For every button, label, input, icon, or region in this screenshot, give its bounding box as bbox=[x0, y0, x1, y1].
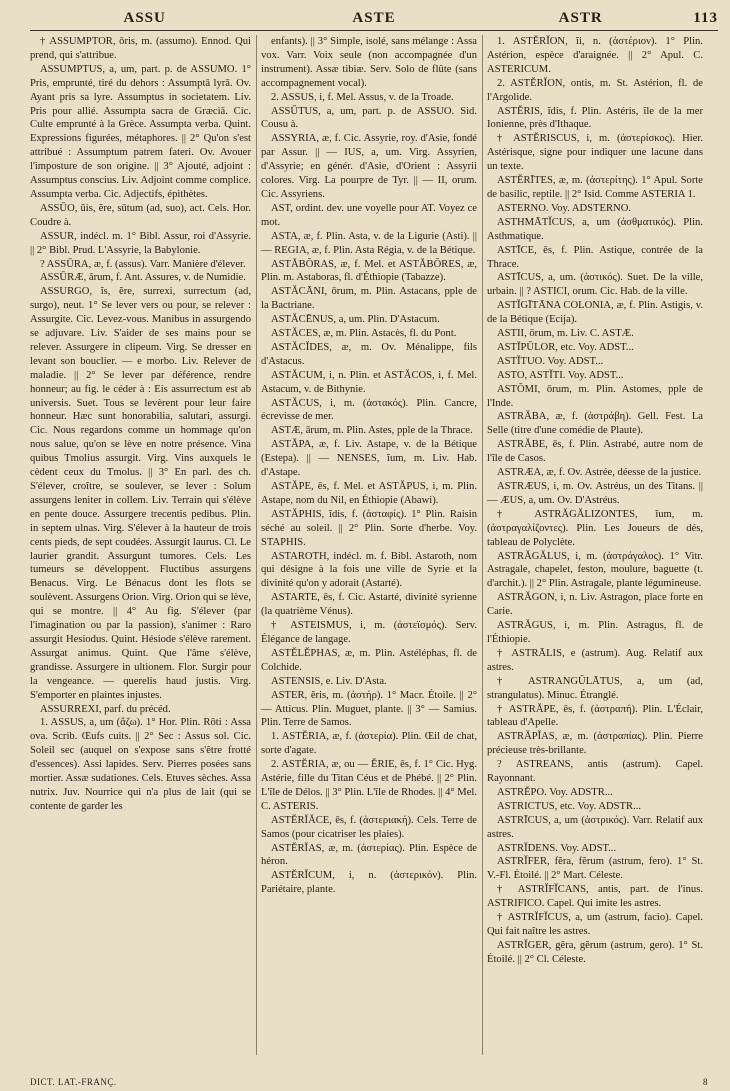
dictionary-entry: ASSUMPTUS, a, um, part. p. de ASSUMO. 1° Pris, emprunté, tiré du dehors : Assumptā lyrā. Ov. Ayant pris sa lyre. Assumptus in societatem. Liv. Pris pour allié. Assumpta sacra de Græciā. Cic. Culte emprunté à la Grèce. Assumpta verba. Quint. Expressions figurées, métaphores. || 2° Qu'on s'est attribué : Assumptum patrem fateri. Ov. Avouer l'imposture de son origine. || 3° Ajouté, adjoint : Assumptus conscius. Liv. Adjoint comme complice. Assumpta verba. Cic. Adjectifs, épithètes. bbox=[30, 63, 251, 200]
dictionary-entry: 2. ASSUS, i, f. Mel. Assus, v. de la Troade. bbox=[271, 91, 454, 103]
dictionary-entry: ASTĂCUS, i, m. (ἀστακός). Plin. Cancre, écrevisse de mer. bbox=[261, 397, 477, 423]
dictionary-entry: ASTENSIS, e. Liv. D'Asta. bbox=[271, 675, 387, 687]
dictionary-entry: ASTII, ōrum, m. Liv. C. ASTÆ. bbox=[497, 328, 634, 340]
column-1 bbox=[30, 35, 251, 1055]
header-center-guide-word: ASTE bbox=[352, 9, 396, 26]
dictionary-entry: † ASTEISMUS, i, m. (ἀστεϊσμός). Serv. Élégance de langage. bbox=[261, 620, 477, 645]
dictionary-entry: ? ASSŪRA, æ, f. (assus). Varr. Manière d'élever. bbox=[40, 258, 246, 270]
dictionary-entry: ASTĔRĬAS, æ, m. (ἀστερίας). Plin. Espèce de héron. bbox=[261, 842, 477, 868]
dictionary-entry: ASTĬGĪTĀNA COLONIA, æ, f. Plin. Astigis, v. de la Bétique (Ecija). bbox=[487, 300, 703, 326]
dictionary-entry: ASTĂBŎRAS, æ, f. Mel. et ASTĂBŎRES, æ, Plin. m. Astaboras, fl. d'Éthiopie (Tabazze). bbox=[261, 258, 477, 284]
dictionary-entry: 1. ASTĔRIA, æ, f. (ἀστερία). Plin. Œil de chat, sorte d'agate. bbox=[261, 731, 477, 757]
dictionary-entry: † ASTRANGŬLĀTUS, a, um (ad, strangulatus). Minuc. Étranglé. bbox=[487, 675, 703, 701]
dictionary-entry: ASSUR, indécl. m. 1° Bibl. Assur, roi d'Assyrie. || 2° Bibl. Prud. L'Assyrie, la Babylonie. bbox=[30, 230, 251, 256]
dictionary-entry: ASTĂPE, ēs, f. Mel. et ASTĂPUS, i, m. Plin. Astape, nom du Nil, en Éthiopie (Abawi). bbox=[261, 481, 477, 506]
dictionary-entry: ASTĪCE, ēs, f. Plin. Astique, contrée de la Thrace. bbox=[487, 244, 703, 270]
column-3 bbox=[482, 35, 703, 1055]
dictionary-entry: ASTERNO. Voy. ADSTERNO. bbox=[497, 202, 632, 214]
dictionary-entry: ? ASTREANS, antis (astrum). Capel. Rayonnant. bbox=[487, 759, 703, 785]
page-footer bbox=[30, 1077, 708, 1087]
dictionary-entry: ASTĔRĬĂCE, ēs, f. (ἀστεριακή). Cels. Terre de Samos (pour cicatriser les plaies). bbox=[261, 814, 477, 840]
dictionary-entry: † ASTRĂGĂLIZONTES, ĭum, m. (ἀστραγαλίζοντες). Plin. Les Joueurs de dés, tableau de Polyclète. bbox=[487, 508, 703, 548]
dictionary-entry: ASTŎMI, ōrum, m. Plin. Astomes, pple de l'Inde. bbox=[487, 383, 703, 409]
dictionary-entry: ASTĬPŬLOR, etc. Voy. ADST... bbox=[497, 341, 634, 353]
entry-columns bbox=[30, 35, 718, 1055]
dictionary-entry: 1. ASTĔRĬON, ĭi, n. (ἀστέριον). 1° Plin. Astérion, espèce d'araignée. || 2° Apul. C. ASTERICUM. bbox=[487, 36, 703, 75]
dictionary-entry: ASTĂCUM, i, n. Plin. et ASTĂCOS, i, f. Mel. Astacum, v. de Bithynie. bbox=[261, 369, 477, 395]
dictionary-entry: ASTA, æ, f. Plin. Asta, v. de la Ligurie (Asti). || — REGIA, æ, f. Plin. Asta Régia, v. de la Bétique. bbox=[261, 230, 477, 256]
dictionary-entry: ASSURGO, ĭs, ĕre, surrexi, surrectum (ad, surgo), neut. 1° Se lever vers ou pour, se relever : Assurgite. Cic. Levez-vous. Manibus in assurgendo se adjuvare. Liv. S'aider de ses mains pour se relever. Assurgere in clipeum. Virg. Se dresser en levant son bouclier. — e morbo. Liv. Relever de maladie. || 2° Se lever par déférence, rendre honneur; au fig. le céder à : Eis assurrectum est ab universis. Suet. Tous se levèrent pour leur faire honneur. Hæc sunt honorabilia, salutari, assurgi. Cic. Nous regardons comme un hommage qu'on nous salue, qu'on se lève en notre présence. Vina quibus Tmolius assurgit. Virg. Vins auxquels le cèdent ceux du Tmolus. || 3° En parl. des ch. S'élever, croître, se soulever, se lever : Solum assurgens leniter in collem. Liv. Terrain qui s'élève en pente douce. Assurgere trecentis pedibus. Plin. in septem ulnas. Virg. S'élever à la hauteur de trois cents pieds, de sept coudées. Assurgit laurus. Cl. Le laurier grandit. Assurgunt tumores. Cels. Les tumeurs se développent. Fluctibus assurgens Benacus. Virg. Le Bénacus dont les flots se soulèvent. Assurgens Orion. Virg. Orion qui se lève, qui se montre. || 4° Au fig. S'élever (par l'imagination ou par la passion), s'animer : Raro assurgit Hesiodus. Quint. Hésiode s'élève rarement. Assurgat animus. Quint. Que l'âme s'élève, grandisse. Assurgere in ultionem. Flor. Surgir pour la vengeance. — querelis haud justis. Virg. S'emporter en plaintes injustes. bbox=[30, 286, 251, 701]
dictionary-entry: ASTRĂGUS, i, m. Plin. Astragus, fl. de l'Éthiopie. bbox=[487, 620, 703, 645]
dictionary-entry: ASTHMĀTĬCUS, a, um (ἀσθματικός). Plin. Asthmatique. bbox=[487, 216, 703, 242]
dictionary-entry: ASTĂCĬDES, æ, m. Ov. Ménalippe, fils d'Astacus. bbox=[261, 341, 477, 367]
dictionary-entry: ASTRĂPĬAS, æ, m. (ἀστραπίας). Plin. Pierre précieuse très-brillante. bbox=[487, 731, 703, 757]
dictionary-entry: ASTĔLĔPHAS, æ, m. Plin. Astéléphas, fl. de Colchide. bbox=[261, 647, 477, 673]
dictionary-entry: ASTRĂGĂLUS, i, m. (ἀστράγαλος). 1° Vitr. Astragale, chapelet, feston, moulure, baguette (t. d'archit.). || 2° Plin. Astragale, plante légumineuse. bbox=[487, 550, 703, 590]
dictionary-entry: ASTRĬGER, gĕra, gĕrum (astrum, gero). 1° St. Étoilé. || 2° Cl. Céleste. bbox=[487, 939, 703, 965]
dictionary-entry: ASTER, ĕris, m. (ἀστήρ). 1° Macr. Étoile. || 2° — Atticus. Plin. Muguet, plante. || 3° — Samius. Plin. Terre de Samos. bbox=[261, 689, 477, 729]
header-left-guide-word: ASSU bbox=[123, 9, 166, 26]
footer-signature: DICT. LAT.-FRANÇ. bbox=[30, 1077, 117, 1087]
dictionary-entry: ASTARTE, ēs, f. Cic. Astarté, divinité syrienne (la quatrième Vénus). bbox=[261, 592, 477, 618]
dictionary-entry: ASTRĬDENS. Voy. ADST... bbox=[497, 842, 617, 854]
dictionary-entry: ASTĔRIS, ĭdis, f. Plin. Astéris, île de la mer Ionienne, près d'Ithaque. bbox=[487, 105, 703, 131]
dictionary-entry: AST, ordint. dev. une voyelle pour AT. Voyez ce mot. bbox=[261, 202, 477, 228]
dictionary-entry: ASTRICTUS, etc. Voy. ADSTR... bbox=[497, 800, 642, 812]
dictionary-entry: ASSŪTUS, a, um, part. p. de ASSUO. Sid. Cousu à. bbox=[261, 105, 477, 131]
header-right-group bbox=[489, 10, 718, 27]
dictionary-entry: enfants). || 3° Simple, isolé, sans mélange : Assa vox. Varr. Voix seule (non accompagnée d'un instrument). Assæ tibiæ. Serv. Solo de flûte (sans accompagnement vocal). bbox=[261, 36, 477, 89]
header-right-guide-word: ASTR bbox=[558, 9, 603, 26]
dictionary-entry: ASTĔRĪTES, æ, m. (ἀστερίτης). 1° Apul. Sorte de basilic, reptile. || 2° Isid. Comme ASTERIA 1. bbox=[487, 175, 703, 200]
dictionary-entry: ASTRĂBE, ēs, f. Plin. Astrabé, autre nom de l'île de Casos. bbox=[487, 439, 703, 465]
footer-sheet-number: 8 bbox=[703, 1077, 708, 1087]
dictionary-entry: ASTĂPA, æ, f. Liv. Astape, v. de la Bétique (Estepa). || — NENSES, ĭum, m. Liv. Hab. d'Astape. bbox=[261, 439, 477, 479]
dictionary-entry: † ASTRĬFĬCANS, antis, part. de l'inus. ASTRIFICO. Capel. Qui imite les astres. bbox=[487, 884, 703, 910]
dictionary-entry: ASTĪCUS, a, um. (ἀστικός). Suet. De la ville, urbain. || ? ASTICI, orum. Cic. Hab. de la ville. bbox=[487, 272, 703, 298]
dictionary-entry: † ASTRĂPE, ēs, f. (ἀστραπή). Plin. L'Éclair, tableau d'Apelle. bbox=[487, 703, 703, 729]
dictionary-entry: † ASSUMPTOR, ōris, m. (assumo). Ennod. Qui prend, qui s'attribue. bbox=[30, 36, 251, 61]
dictionary-entry: ASTĔRĬCUM, i, n. (ἀστερικόν). Plin. Pariétaire, plante. bbox=[261, 870, 477, 896]
dictionary-entry: ASTĂPHIS, ĭdis, f. (ἀσταφίς). 1° Plin. Raisin séché au soleil. || 2° Plin. Sorte d'herbe. Voy. STAPHIS. bbox=[261, 508, 477, 548]
dictionary-entry: † ASTRĬFĬCUS, a, um (astrum, facio). Capel. Qui fait naître les astres. bbox=[487, 912, 703, 937]
dictionary-entry: † ASTRĀLIS, e (astrum). Aug. Relatif aux astres. bbox=[487, 647, 703, 673]
dictionary-entry: ASTĂCES, æ, m. Plin. Astacès, fl. du Pont. bbox=[271, 328, 457, 340]
dictionary-entry: ASTRĂBA, æ, f. (ἀστράβη). Gell. Fest. La Selle (titre d'une comédie de Plaute). bbox=[487, 411, 703, 437]
dictionary-entry: ASTRĬFER, fĕra, fĕrum (astrum, fero). 1° St. V.-Fl. Étoilé. || 2° Mart. Céleste. bbox=[487, 856, 703, 882]
dictionary-entry: ASSURREXI, parf. du précéd. bbox=[40, 703, 171, 715]
column-2 bbox=[256, 35, 477, 1055]
dictionary-entry: 2. ASTĔRĬON, ontis, m. St. Astérion, fl. de l'Argolide. bbox=[487, 77, 703, 103]
dictionary-entry: ASSŪRÆ, ārum, f. Ant. Assures, v. de Numidie. bbox=[40, 272, 246, 284]
dictionary-entry: 1. ASSUS, a, um (ἄζω). 1° Hor. Plin. Rôti : Assa ova. Scrib. Œufs cuits. || 2° Sec : Assus sol. Cic. Soleil sec (auquel on s'expose sans s'être frotté d'essences). Assi lapides. Serv. Pierres posées sans mortier. Assæ sudationes. Cels. Etuves sèches. Assa nutrix. Juv. Nourrice qui n'a plus de lait (qui se contente de garder les bbox=[30, 717, 251, 812]
dictionary-entry: 2. ASTĔRIA, æ, ou — ĔRIE, ēs, f. 1° Cic. Hyg. Astérie, fille du Titan Céus et de Phébé. || 2° Plin. L'île de Délos. || 3° Plin. L'île de Rhodes. || 4° Mel. C. ASTERIS. bbox=[261, 759, 477, 812]
dictionary-entry: ASTĂCĀNI, ōrum, m. Plin. Astacans, pple de la Bactriane. bbox=[261, 286, 477, 312]
dictionary-entry: ASTÆ, ārum, m. Plin. Astes, pple de la Thrace. bbox=[271, 425, 473, 437]
dictionary-entry: ASTRÆUS, i, m. Ov. Astréus, un des Titans. || — ÆUS, a, um. Ov. D'Astréus. bbox=[487, 481, 703, 506]
dictionary-entry: ASTRÆA, æ, f. Ov. Astrée, déesse de la justice. bbox=[497, 467, 702, 479]
dictionary-entry: ASSYRIA, æ, f. Cic. Assyrie, roy. d'Asie, fondé par Assur. || — IUS, a, um. Virg. Assyrien, d'Assyrie; en génér. d'Asie, d'Orient : Assyrii colores. Virg. La pourpre de Tyr. || — II, orum. Cic. Assyriens. bbox=[261, 133, 477, 200]
dictionary-entry: ASTO, ASTĬTI. Voy. ADST... bbox=[497, 369, 624, 381]
dictionary-entry: ASSŪO, ŭis, ĕre, sūtum (ad, suo), act. Cels. Hor. Coudre à. bbox=[30, 202, 251, 228]
running-header bbox=[30, 6, 718, 31]
dictionary-entry: ASTRĔPO. Voy. ADSTR... bbox=[497, 786, 613, 798]
dictionary-entry: † ASTĔRISCUS, i, m. (ἀστερίσκος). Hier. Astérisque, signe pour indiquer une lacune dans un texte. bbox=[487, 133, 703, 173]
dictionary-entry: ASTRĂGON, i, n. Liv. Astragon, place forte en Carie. bbox=[487, 592, 703, 618]
dictionary-entry: ASTĬTUO. Voy. ADST... bbox=[497, 355, 604, 367]
page-number: 113 bbox=[693, 9, 718, 26]
dictionary-entry: ASTĂCĒNUS, a, um. Plin. D'Astacum. bbox=[271, 314, 440, 326]
dictionary-entry: ASTRĪCUS, a, um (ἀστρικός). Varr. Relatif aux astres. bbox=[487, 814, 703, 840]
dictionary-entry: ASTAROTH, indécl. m. f. Bibl. Astaroth, nom qui désigne à la fois une ville de Syrie et la divinité qu'on y adorait (Astarté). bbox=[261, 550, 477, 590]
